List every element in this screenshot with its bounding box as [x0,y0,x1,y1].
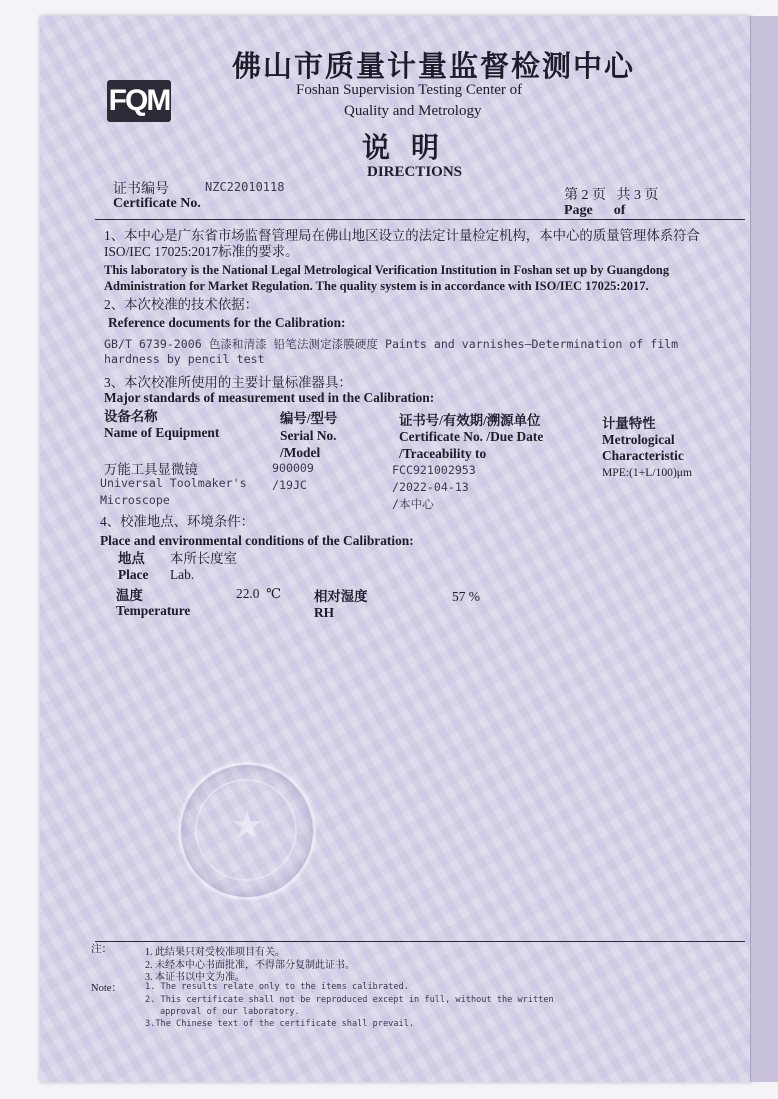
equipment-characteristic: MPE:(1+L/100)μm [602,466,693,479]
section2-heading-en: Reference documents for the Calibration: [108,315,346,330]
notes-label-en: Note： [91,983,122,994]
section1-en-line2: Administration for Market Regulation. The quality system is in accordance with ISO/IEC 17025:2017. [104,279,649,293]
rh-label-en: RH [314,605,335,620]
equipment-serial: 900009 [272,461,314,475]
section3-heading-en: Major standards of measurement used in the Calibration: [104,390,435,405]
seal-star-icon: ★ [229,803,265,847]
equipment-due-date: /2022-04-13 [392,480,469,494]
notes-en-1: 1. The results relate only to the items calibrated. [145,982,409,992]
page-number-cn: 第 2 页 共 3 页 [564,188,659,203]
org-name-en-line2: Quality and Metrology [344,103,482,119]
col-serial-en-2: /Model [280,445,321,460]
place-value-cn: 本所长度室 [170,551,237,566]
col-equipment-en: Name of Equipment [104,425,220,440]
section3-heading-cn: 3、本次校准所使用的主要计量标准器具： [104,375,352,390]
rh-label-cn: 相对湿度 [314,589,368,604]
section2-heading-cn: 2、本次校准的技术依据： [104,297,258,312]
section1-en-line1: This laboratory is the National Legal Metrological Verification Institution in Foshan set up by Guangdong [104,263,670,277]
equipment-name-en-1: Universal Toolmaker's [100,476,247,490]
reference-doc-line1: GB/T 6739-2006 色漆和清漆 铅笔法测定漆膜硬度 Paints and varnishes—Determination of film [104,337,679,351]
notes-cn-1: 1. 此结果只对受校准项目有关。 [145,947,285,958]
notes-divider [95,941,745,942]
rh-value: 57 % [452,589,480,604]
notes-cn-3: 3. 本证书以中文为准。 [145,972,245,983]
col-cert-cn: 证书号/有效期/溯源单位 [399,413,541,428]
notes-label-cn: 注： [91,944,112,955]
section1-cn-line2: ISO/IEC 17025:2017标准的要求。 [104,244,299,259]
section4-heading-cn: 4、校准地点、环境条件： [100,514,254,529]
col-metro-cn: 计量特性 [602,416,656,431]
equipment-name-en-2: Microscope [100,493,170,507]
temperature-value: 22.0 ℃ [236,586,282,601]
section1-cn-line1: 1、本中心是广东省市场监督管理局在佛山地区设立的法定计量检定机构，本中心的质量管理体系符合 [104,228,700,243]
notes-en-2: 2. This certificate shall not be reproduced except in full, without the written [145,995,554,1005]
place-value-en: Lab. [170,567,195,582]
org-name-cn: 佛山市质量计量监督检测中心 [232,49,636,83]
col-serial-cn: 编号/型号 [280,411,338,426]
org-name-en-line1: Foshan Supervision Testing Center of [296,82,523,98]
certificate-number: NZC22010118 [205,180,285,194]
page-title-en: DIRECTIONS [367,164,463,180]
notes-en-2-cont: approval of our laboratory. [160,1007,300,1017]
temperature-label-en: Temperature [116,603,191,618]
notes-cn-2: 2. 未经本中心书面批准，不得部分复制此证书。 [145,960,355,971]
equipment-model: /19JC [272,478,307,492]
section4-heading-en: Place and environmental conditions of the Calibration: [100,533,414,548]
next-page-edge [750,16,778,1082]
temperature-label-cn: 温度 [116,588,143,603]
equipment-traceability: /本中心 [392,497,434,511]
reference-doc-line2: hardness by pencil test [104,352,265,366]
col-equipment-cn: 设备名称 [104,409,158,424]
notes-en-3: 3.The Chinese text of the certificate shall prevail. [145,1019,415,1029]
equipment-name-cn: 万能工具显微镜 [104,462,198,477]
col-metro-en-1: Metrological [602,432,675,447]
embossed-seal [178,762,316,900]
page-number-en: Page of [564,203,626,218]
fqm-logo: FQM [107,80,171,122]
col-cert-en-1: Certificate No. /Due Date [399,429,544,444]
place-label-en: Place [118,567,149,582]
page-title-cn: 说 明 [362,133,440,164]
place-label-cn: 地点 [118,551,145,566]
certificate-label-en: Certificate No. [113,196,201,211]
header-divider [95,219,745,220]
col-serial-en-1: Serial No. [280,428,337,443]
col-metro-en-2: Characteristic [602,448,684,463]
certificate-label-cn: 证书编号 [113,182,169,197]
col-cert-en-2: /Traceability to [399,446,487,461]
equipment-cert-no: FCC921002953 [392,463,476,477]
